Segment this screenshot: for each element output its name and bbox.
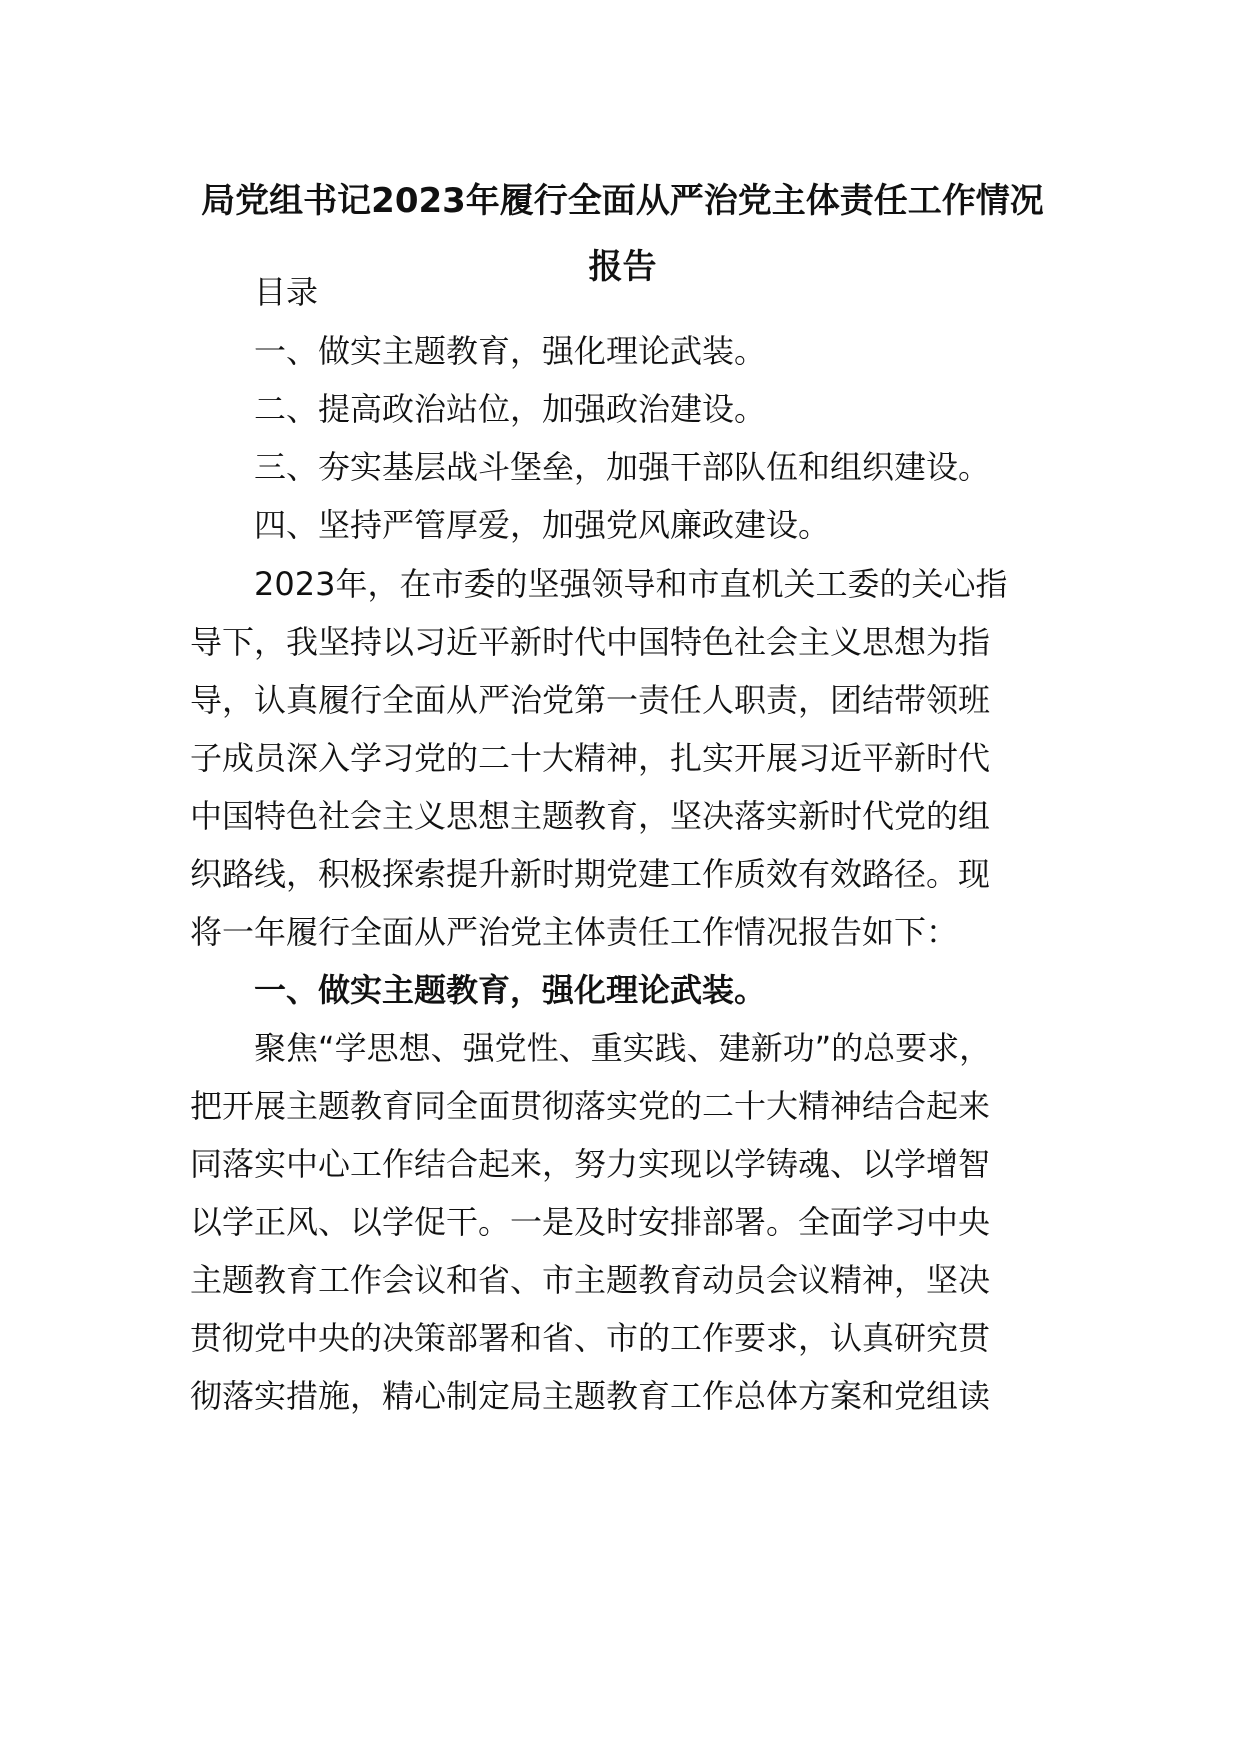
intro-line: 织路线，积极探索提升新时期党建工作质效有效路径。现 [190,855,991,893]
body-line: 彻落实措施，精心制定局主题教育工作总体方案和党组读 [190,1377,991,1415]
intro-line: 导下，我坚持以习近平新时代中国特色社会主义思想为指 [190,623,991,661]
intro-line: 导，认真履行全面从严治党第一责任人职责，团结带领班 [190,681,991,719]
toc-item: 三、夯实基层战斗堡垒，加强干部队伍和组织建设。 [254,448,991,486]
intro-line: 将一年履行全面从严治党主体责任工作情况报告如下： [190,913,959,951]
body-line: 把开展主题教育同全面贯彻落实党的二十大精神结合起来 [190,1087,991,1125]
body-line: 聚焦“学思想、强党性、重实践、建新功”的总要求， [254,1029,992,1067]
body-line: 以学正风、以学促干。一是及时安排部署。全面学习中央 [190,1203,991,1241]
intro-line: 中国特色社会主义思想主题教育，坚决落实新时代党的组 [190,797,991,835]
intro-line: 子成员深入学习党的二十大精神，扎实开展习近平新时代 [190,739,991,777]
body-line: 主题教育工作会议和省、市主题教育动员会议精神，坚决 [190,1261,991,1299]
toc-item: 二、提高政治站位，加强政治建设。 [254,390,767,428]
toc-heading: 目录 [254,273,319,311]
section-heading: 一、做实主题教育，强化理论武装。 [254,971,767,1009]
document-title: 局党组书记2023年履行全面从严治党主体责任工作情况报告 [201,181,1044,287]
toc-item: 一、做实主题教育，强化理论武装。 [254,332,767,370]
intro-line: 2023年，在市委的坚强领导和市直机关工委的关心指 [254,565,1008,603]
body-line: 贯彻党中央的决策部署和省、市的工作要求，认真研究贯 [190,1319,991,1357]
body-line: 同落实中心工作结合起来，努力实现以学铸魂、以学增智 [190,1145,991,1183]
toc-item: 四、坚持严管厚爱，加强党风廉政建设。 [254,506,831,544]
